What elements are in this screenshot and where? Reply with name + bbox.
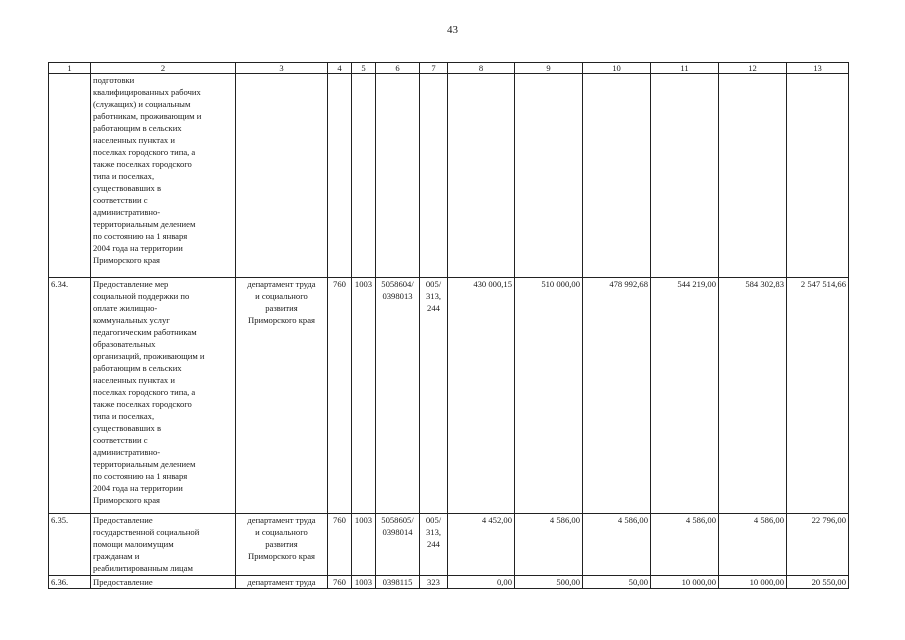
expense-type: 005/ 313, 244 (420, 514, 448, 576)
amount-col-12: 584 302,83 (719, 278, 787, 514)
column-header: 12 (719, 63, 787, 74)
section-code: 1003 (352, 514, 376, 576)
target-article: 5058605/ 0398014 (376, 514, 420, 576)
amount-total: 20 550,00 (787, 576, 849, 589)
column-header: 13 (787, 63, 849, 74)
grbs-code (328, 74, 352, 278)
amount-total: 2 547 514,66 (787, 278, 849, 514)
column-header: 4 (328, 63, 352, 74)
amount-col-8: 4 452,00 (448, 514, 515, 576)
section-code (352, 74, 376, 278)
measure-name: подготовки квалифицированных рабочих (служащих) и социальным работникам, проживающим и работающим в сельских населенных пунктах и поселках городского типа, а также поселках городского типа и поселках, существовавших в соответствии с административно- территориальным делением по состоянию на 1 января 2004 года на территории Приморского края (91, 74, 236, 278)
measure-name: Предоставление мер социальной поддержки по оплате жилищно- коммунальных услуг педагогическим работникам образовательных организаций, проживающим и работающим в сельских населенных пунктах и поселках городского типа, а также поселках городского типа и поселках, существовавших в соответствии с административно- территориальным делением по состоянию на 1 января 2004 года на территории Приморского края (91, 278, 236, 514)
table-row (49, 278, 849, 514)
column-header: 11 (651, 63, 719, 74)
amount-col-10: 4 586,00 (583, 514, 651, 576)
amount-col-12: 10 000,00 (719, 576, 787, 589)
measure-name: Предоставление (91, 576, 236, 589)
target-article: 5058604/ 0398013 (376, 278, 420, 514)
column-header: 10 (583, 63, 651, 74)
table-row (49, 514, 849, 576)
row-number (49, 74, 91, 278)
grbs-code: 760 (328, 514, 352, 576)
amount-col-9: 4 586,00 (515, 514, 583, 576)
amount-col-9: 510 000,00 (515, 278, 583, 514)
column-header: 6 (376, 63, 420, 74)
executor: департамент труда и социального развития Приморского края (236, 514, 328, 576)
column-header-row (49, 63, 849, 74)
grbs-code: 760 (328, 576, 352, 589)
amount-total (787, 74, 849, 278)
column-header: 8 (448, 63, 515, 74)
budget-table (48, 62, 849, 589)
amount-col-10: 50,00 (583, 576, 651, 589)
grbs-code: 760 (328, 278, 352, 514)
executor: департамент труда и социального развития Приморского края (236, 278, 328, 514)
target-article (376, 74, 420, 278)
amount-col-11 (651, 74, 719, 278)
executor: департамент труда (236, 576, 328, 589)
column-header: 7 (420, 63, 448, 74)
amount-col-9: 500,00 (515, 576, 583, 589)
amount-col-11: 4 586,00 (651, 514, 719, 576)
section-code: 1003 (352, 576, 376, 589)
amount-col-12: 4 586,00 (719, 514, 787, 576)
column-header: 9 (515, 63, 583, 74)
table-row (49, 576, 849, 589)
column-header: 1 (49, 63, 91, 74)
expense-type (420, 74, 448, 278)
table-row (49, 74, 849, 278)
amount-col-8 (448, 74, 515, 278)
expense-type: 005/ 313, 244 (420, 278, 448, 514)
column-header: 3 (236, 63, 328, 74)
row-number: 6.36. (49, 576, 91, 589)
measure-name: Предоставление государственной социальной помощи малоимущим гражданам и реабилитированным лицам (91, 514, 236, 576)
section-code: 1003 (352, 278, 376, 514)
expense-type: 323 (420, 576, 448, 589)
target-article: 0398115 (376, 576, 420, 589)
amount-col-10 (583, 74, 651, 278)
page-number: 43 (447, 24, 458, 36)
amount-col-12 (719, 74, 787, 278)
executor (236, 74, 328, 278)
column-header: 5 (352, 63, 376, 74)
amount-col-11: 10 000,00 (651, 576, 719, 589)
amount-total: 22 796,00 (787, 514, 849, 576)
amount-col-11: 544 219,00 (651, 278, 719, 514)
column-header: 2 (91, 63, 236, 74)
row-number: 6.35. (49, 514, 91, 576)
amount-col-8: 0,00 (448, 576, 515, 589)
row-number: 6.34. (49, 278, 91, 514)
amount-col-10: 478 992,68 (583, 278, 651, 514)
amount-col-9 (515, 74, 583, 278)
amount-col-8: 430 000,15 (448, 278, 515, 514)
